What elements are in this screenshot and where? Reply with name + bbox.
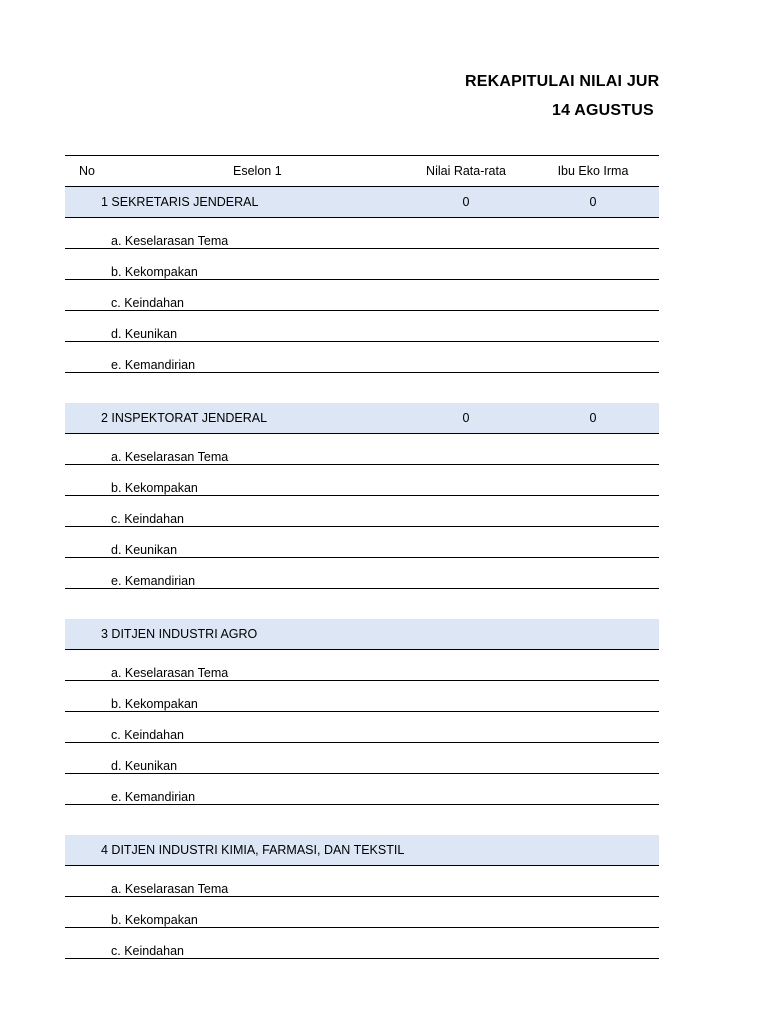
column-header-average: Nilai Rata-rata — [426, 164, 506, 178]
criteria-row — [65, 558, 659, 589]
group-average-value — [410, 835, 522, 865]
table-header-row — [65, 156, 659, 187]
group-judge-value — [537, 619, 649, 649]
spacer-row — [65, 373, 659, 403]
criteria-label: c. Keindahan — [111, 296, 184, 310]
criteria-row — [65, 311, 659, 342]
criteria-label: b. Kekompakan — [111, 697, 198, 711]
criteria-label: c. Keindahan — [111, 512, 184, 526]
group-judge-value: 0 — [589, 411, 597, 425]
criteria-row — [65, 527, 659, 558]
spacer-row — [65, 589, 659, 619]
report-date: 14 AGUSTUS — [552, 102, 654, 119]
criteria-row — [65, 465, 659, 496]
group-label: 3 DITJEN INDUSTRI AGRO — [101, 627, 258, 641]
criteria-row — [65, 928, 659, 959]
criteria-row — [65, 774, 659, 805]
recap-table — [65, 155, 659, 959]
group-label: 1 SEKRETARIS JENDERAL — [101, 195, 259, 209]
criteria-label: b. Kekompakan — [111, 481, 198, 495]
group-average-value: 0 — [462, 411, 470, 425]
criteria-label: a. Keselarasan Tema — [111, 666, 229, 680]
group-label: 2 INSPEKTORAT JENDERAL — [101, 411, 268, 425]
group-average-value — [410, 619, 522, 649]
criteria-label: e. Kemandirian — [111, 790, 196, 804]
criteria-label: d. Keunikan — [111, 759, 178, 773]
group-row — [65, 187, 659, 218]
spacer-row — [65, 805, 659, 835]
criteria-row — [65, 342, 659, 373]
group-row — [65, 403, 659, 434]
criteria-row — [65, 434, 659, 465]
criteria-row — [65, 712, 659, 743]
criteria-label: a. Keselarasan Tema — [111, 450, 229, 464]
criteria-row — [65, 218, 659, 249]
group-row — [65, 619, 659, 650]
table-body — [65, 187, 659, 959]
criteria-label: e. Kemandirian — [111, 574, 196, 588]
group-judge-value: 0 — [589, 195, 597, 209]
group-judge-value — [537, 835, 649, 865]
criteria-row — [65, 496, 659, 527]
criteria-label: e. Kemandirian — [111, 358, 196, 372]
group-average-value: 0 — [462, 195, 470, 209]
criteria-label: d. Keunikan — [111, 543, 178, 557]
criteria-row — [65, 681, 659, 712]
criteria-label: a. Keselarasan Tema — [111, 234, 229, 248]
criteria-row — [65, 280, 659, 311]
criteria-label: b. Kekompakan — [111, 265, 198, 279]
criteria-label: b. Kekompakan — [111, 913, 198, 927]
criteria-label: c. Keindahan — [111, 728, 184, 742]
group-label: 4 DITJEN INDUSTRI KIMIA, FARMASI, DAN TEKSTIL — [101, 843, 405, 857]
criteria-label: c. Keindahan — [111, 944, 184, 958]
criteria-row — [65, 866, 659, 897]
criteria-row — [65, 897, 659, 928]
column-header-judge: Ibu Eko Irma — [557, 164, 629, 178]
criteria-label: a. Keselarasan Tema — [111, 882, 229, 896]
criteria-row — [65, 743, 659, 774]
group-row — [65, 835, 659, 866]
criteria-row — [65, 249, 659, 280]
report-title: REKAPITULAI NILAI JUR — [465, 73, 660, 90]
column-header-eselon: Eselon 1 — [233, 164, 282, 178]
column-header-no: No — [79, 164, 95, 178]
criteria-label: d. Keunikan — [111, 327, 178, 341]
criteria-row — [65, 650, 659, 681]
